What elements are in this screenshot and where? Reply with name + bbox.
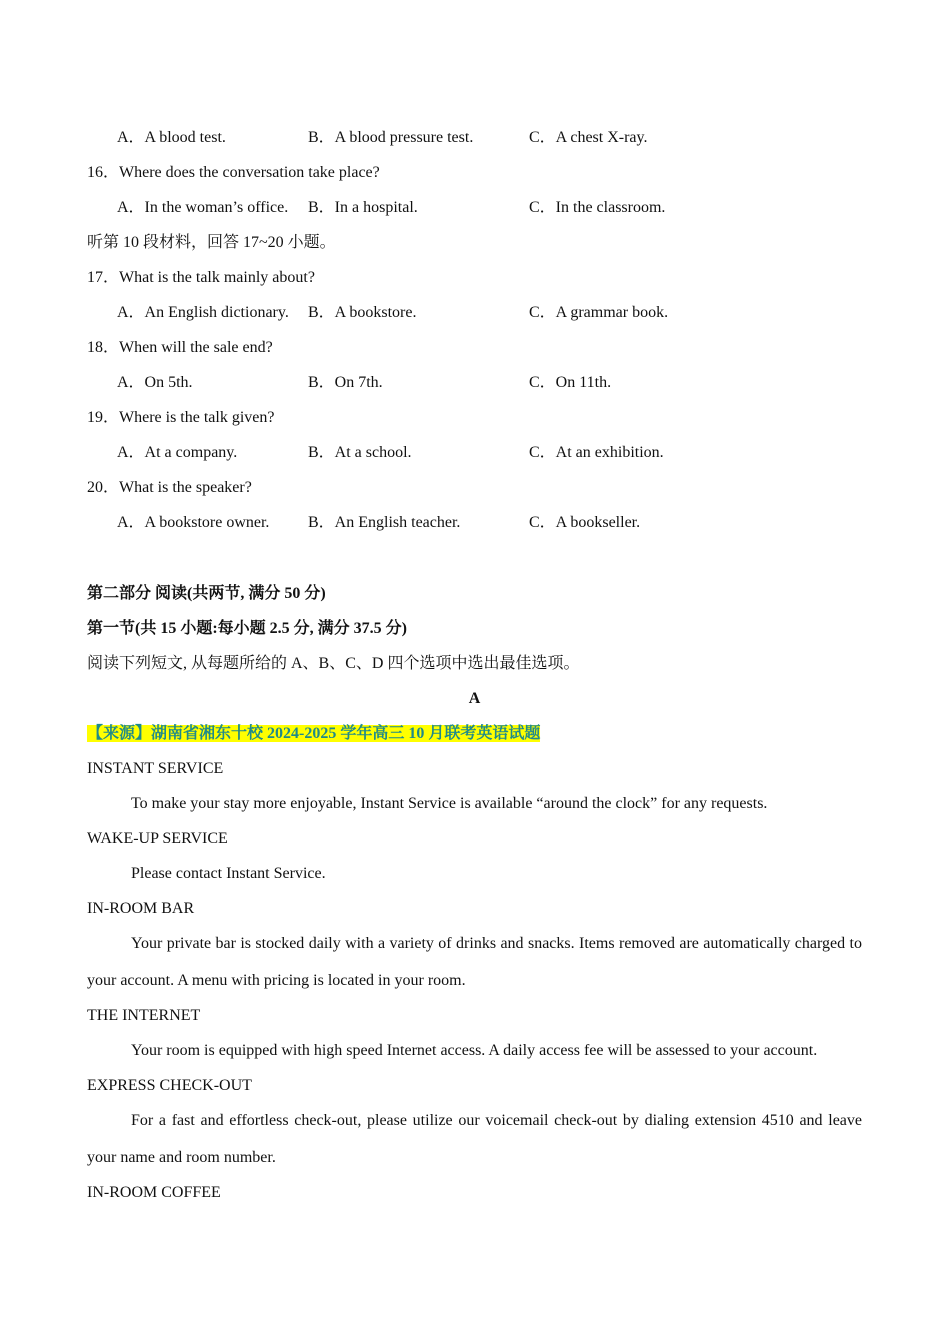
option-a: A．On 5th.	[117, 374, 193, 391]
source-highlight: 【来源】湖南省湘东十校 2024-2025 学年高三 10 月联考英语试题	[87, 725, 541, 742]
heading-internet: THE INTERNET	[87, 1007, 201, 1024]
heading-in-room-bar: IN-ROOM BAR	[87, 900, 195, 917]
option-c: C．At an exhibition.	[529, 444, 664, 461]
option-b: B．On 7th.	[308, 374, 383, 391]
heading-express-checkout: EXPRESS CHECK-OUT	[87, 1077, 252, 1094]
question-18: 18．When will the sale end?	[87, 339, 273, 356]
reading-instruction: 阅读下列短文, 从每题所给的 A、B、C、D 四个选项中选出最佳选项。	[87, 655, 580, 672]
option-a: A．An English dictionary.	[117, 304, 289, 321]
option-a: A．A blood test.	[117, 129, 226, 146]
option-b: B．A bookstore.	[308, 304, 417, 321]
option-c: C．A grammar book.	[529, 304, 669, 321]
passage-label: A	[468, 690, 481, 707]
q16-options	[87, 190, 862, 225]
listening-instruction: 听第 10 段材料，回答 17~20 小题。	[87, 234, 336, 251]
text-wake-up-service: Please contact Instant Service.	[131, 865, 326, 882]
question-20: 20．What is the speaker?	[87, 479, 252, 496]
question-16: 16．Where does the conversation take place?	[87, 164, 380, 181]
question-19: 19．Where is the talk given?	[87, 409, 275, 426]
heading-instant-service: INSTANT SERVICE	[87, 760, 224, 777]
option-a: A．In the woman’s office.	[117, 199, 289, 216]
text-internet: Your room is equipped with high speed Internet access. A daily access fee will be assessed to your account.	[131, 1042, 818, 1059]
option-b: B．A blood pressure test.	[308, 129, 474, 146]
option-c: C．In the classroom.	[529, 199, 666, 216]
part2-title: 第二部分 阅读(共两节, 满分 50 分)	[87, 585, 326, 602]
option-b: B．In a hospital.	[308, 199, 418, 216]
q17-options	[87, 295, 862, 330]
text-instant-service: To make your stay more enjoyable, Instant Service is available “around the clock” for any requests.	[131, 795, 768, 812]
option-a: A．A bookstore owner.	[117, 514, 270, 531]
q19-options	[87, 435, 862, 470]
q20-options	[87, 505, 862, 540]
text-in-room-bar: Your private bar is stocked daily with a variety of drinks and snacks. Items removed are automatically charged to your account. A menu with pricing is located in your room.	[87, 935, 862, 989]
document-page	[87, 120, 862, 1210]
section1-title: 第一节(共 15 小题:每小题 2.5 分, 满分 37.5 分)	[87, 620, 407, 637]
option-c: C．On 11th.	[529, 374, 612, 391]
text-express-checkout: For a fast and effortless check-out, please utilize our voicemail check-out by dialing extension 4510 and leave your name and room number.	[87, 1112, 862, 1166]
heading-wake-up-service: WAKE-UP SERVICE	[87, 830, 228, 847]
question-17: 17．What is the talk mainly about?	[87, 269, 315, 286]
option-c: C．A bookseller.	[529, 514, 641, 531]
q15-options	[87, 120, 862, 155]
option-b: B．An English teacher.	[308, 514, 461, 531]
q18-options	[87, 365, 862, 400]
option-c: C．A chest X-ray.	[529, 129, 648, 146]
heading-in-room-coffee: IN-ROOM COFFEE	[87, 1184, 221, 1201]
option-b: B．At a school.	[308, 444, 412, 461]
option-a: A．At a company.	[117, 444, 238, 461]
